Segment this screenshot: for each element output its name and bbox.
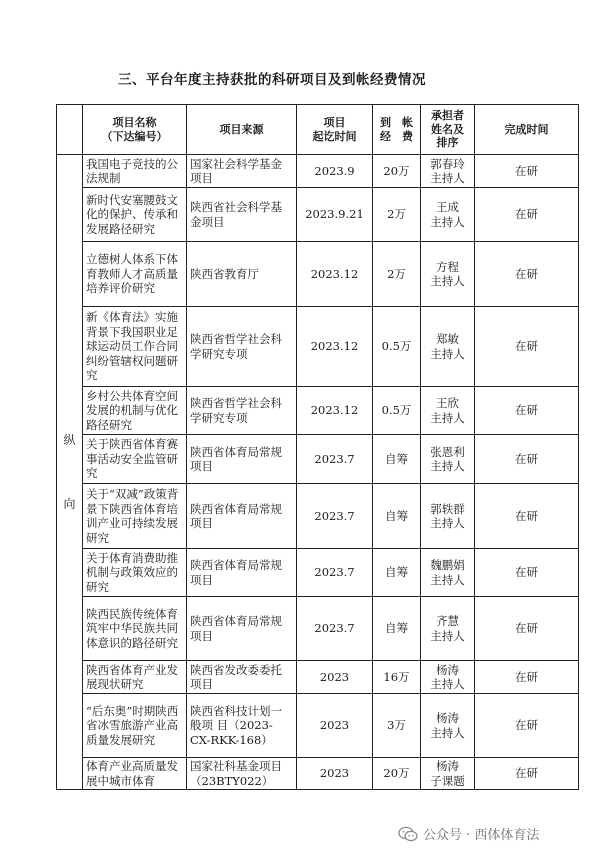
host-cell: 郭轶群 主持人	[421, 484, 475, 549]
category-char: 向	[63, 497, 76, 511]
completion-cell: 在研	[475, 694, 579, 758]
project-period-cell: 2023	[297, 758, 373, 790]
wechat-icon	[398, 826, 418, 842]
funding-cell: 20万	[373, 155, 421, 188]
completion-cell: 在研	[475, 307, 579, 387]
funding-cell: 3万	[373, 694, 421, 758]
funding-cell: 20万	[373, 758, 421, 790]
funding-cell: 0.5万	[373, 307, 421, 387]
completion-cell: 在研	[475, 549, 579, 597]
funding-cell: 自筹	[373, 549, 421, 597]
completion-cell: 在研	[475, 155, 579, 188]
project-name-cell: 陕西民族传统体育筑牢中华民族共同体意识的路径研究	[83, 597, 187, 661]
project-period-cell: 2023.7	[297, 435, 373, 484]
project-name-cell: “后东奥”时期陕西省冰雪旅游产业高质量发展研究	[83, 694, 187, 758]
project-period-cell: 2023	[297, 694, 373, 758]
table-row	[57, 188, 579, 242]
host-cell: 杨涛 子课题	[421, 758, 475, 790]
funding-cell: 自筹	[373, 484, 421, 549]
completion-cell: 在研	[475, 661, 579, 694]
project-source-cell: 陕西省社会科学基金项目	[187, 188, 297, 242]
host-cell: 杨涛 主持人	[421, 661, 475, 694]
funding-cell: 2万	[373, 188, 421, 242]
host-cell: 郭春玲 主持人	[421, 155, 475, 188]
project-name-cell: 陕西省体育产业发展现状研究	[83, 661, 187, 694]
project-source-cell: 国家社科基金项目（23BTY022）	[187, 758, 297, 790]
host-cell: 王成 主持人	[421, 188, 475, 242]
page-title: 三、平台年度主持获批的科研项目及到帐经费情况	[118, 72, 426, 88]
table-row	[57, 435, 579, 484]
funding-cell: 2万	[373, 242, 421, 307]
completion-cell: 在研	[475, 758, 579, 790]
project-period-cell: 2023.7	[297, 549, 373, 597]
host-cell: 郑敏 主持人	[421, 307, 475, 387]
project-name-cell: 我国电子竞技的公法规制	[83, 155, 187, 188]
table-row	[57, 387, 579, 435]
project-source-cell: 陕西省体育局常规项目	[187, 484, 297, 549]
host-cell: 张恩利 主持人	[421, 435, 475, 484]
host-cell: 王欣 主持人	[421, 387, 475, 435]
table-row	[57, 549, 579, 597]
project-name-cell: 关于体育消费助推机制与政策效应的研究	[83, 549, 187, 597]
header-project-name: 项目名称 （下达编号）	[83, 105, 187, 155]
completion-cell: 在研	[475, 387, 579, 435]
table-row	[57, 484, 579, 549]
project-name-cell: 新时代安塞腰鼓文化的保护、传承和发展路径研究	[83, 188, 187, 242]
header-project-period: 项目 起讫时间	[297, 105, 373, 155]
project-period-cell: 2023	[297, 661, 373, 694]
header-completion: 完成时间	[475, 105, 579, 155]
table-row	[57, 661, 579, 694]
header-row	[57, 105, 579, 155]
category-char: 纵	[63, 432, 76, 447]
funding-cell: 16万	[373, 661, 421, 694]
watermark	[398, 824, 539, 843]
project-period-cell: 2023.9	[297, 155, 373, 188]
header-funding: 到 帐 经 费	[373, 105, 421, 155]
project-name-cell: 乡村公共体育空间发展的机制与优化路径研究	[83, 387, 187, 435]
category-header-cell	[57, 105, 83, 155]
project-name-cell: 关于陕西省体育赛事活动安全监管研究	[83, 435, 187, 484]
table-row	[57, 597, 579, 661]
table-row	[57, 307, 579, 387]
project-source-cell: 陕西省科技计划一般项 目（2023-CX-RKK-168）	[187, 694, 297, 758]
funding-cell: 自筹	[373, 435, 421, 484]
category-label	[60, 433, 79, 512]
project-source-cell: 陕西省体育局常规项目	[187, 597, 297, 661]
project-period-cell: 2023.12	[297, 387, 373, 435]
table-row	[57, 155, 579, 188]
project-period-cell: 2023.7	[297, 597, 373, 661]
host-cell: 魏鹏娟 主持人	[421, 549, 475, 597]
project-period-cell: 2023.9.21	[297, 188, 373, 242]
host-cell: 杨涛 主持人	[421, 694, 475, 758]
watermark-text: 公众号 · 西体体育法	[423, 828, 540, 843]
project-name-cell: 关于“双减”政策背景下陕西省体育培训产业可持续发展研究	[83, 484, 187, 549]
completion-cell: 在研	[475, 242, 579, 307]
project-period-cell: 2023.7	[297, 484, 373, 549]
table-row	[57, 242, 579, 307]
completion-cell: 在研	[475, 484, 579, 549]
header-project-source: 项目来源	[187, 105, 297, 155]
project-source-cell: 陕西省体育局常规项目	[187, 549, 297, 597]
project-period-cell: 2023.12	[297, 242, 373, 307]
completion-cell: 在研	[475, 188, 579, 242]
completion-cell: 在研	[475, 597, 579, 661]
project-name-cell: 新《体育法》实施背景下我国职业足球运动员工作合同纠纷管辖权问题研究	[83, 307, 187, 387]
project-source-cell: 陕西省发改委委托项目	[187, 661, 297, 694]
category-cell	[57, 155, 83, 790]
table-row	[57, 694, 579, 758]
project-source-cell: 陕西省体育局常规项目	[187, 435, 297, 484]
table-row	[57, 758, 579, 790]
project-source-cell: 陕西省哲学社会科学研究专项	[187, 307, 297, 387]
project-name-cell: 体育产业高质量发展中城市体育	[83, 758, 187, 790]
project-period-cell: 2023.12	[297, 307, 373, 387]
completion-cell: 在研	[475, 435, 579, 484]
host-cell: 齐慧 主持人	[421, 597, 475, 661]
header-host: 承担者 姓名及 排序	[421, 105, 475, 155]
project-source-cell: 国家社会科学基金项目	[187, 155, 297, 188]
research-projects-table	[56, 104, 579, 790]
project-source-cell: 陕西省哲学社会科学研究专项	[187, 387, 297, 435]
funding-cell: 0.5万	[373, 387, 421, 435]
host-cell: 方程 主持人	[421, 242, 475, 307]
funding-cell: 自筹	[373, 597, 421, 661]
project-name-cell: 立德树人体系下体育教师人才高质量培养评价研究	[83, 242, 187, 307]
project-source-cell: 陕西省教育厅	[187, 242, 297, 307]
